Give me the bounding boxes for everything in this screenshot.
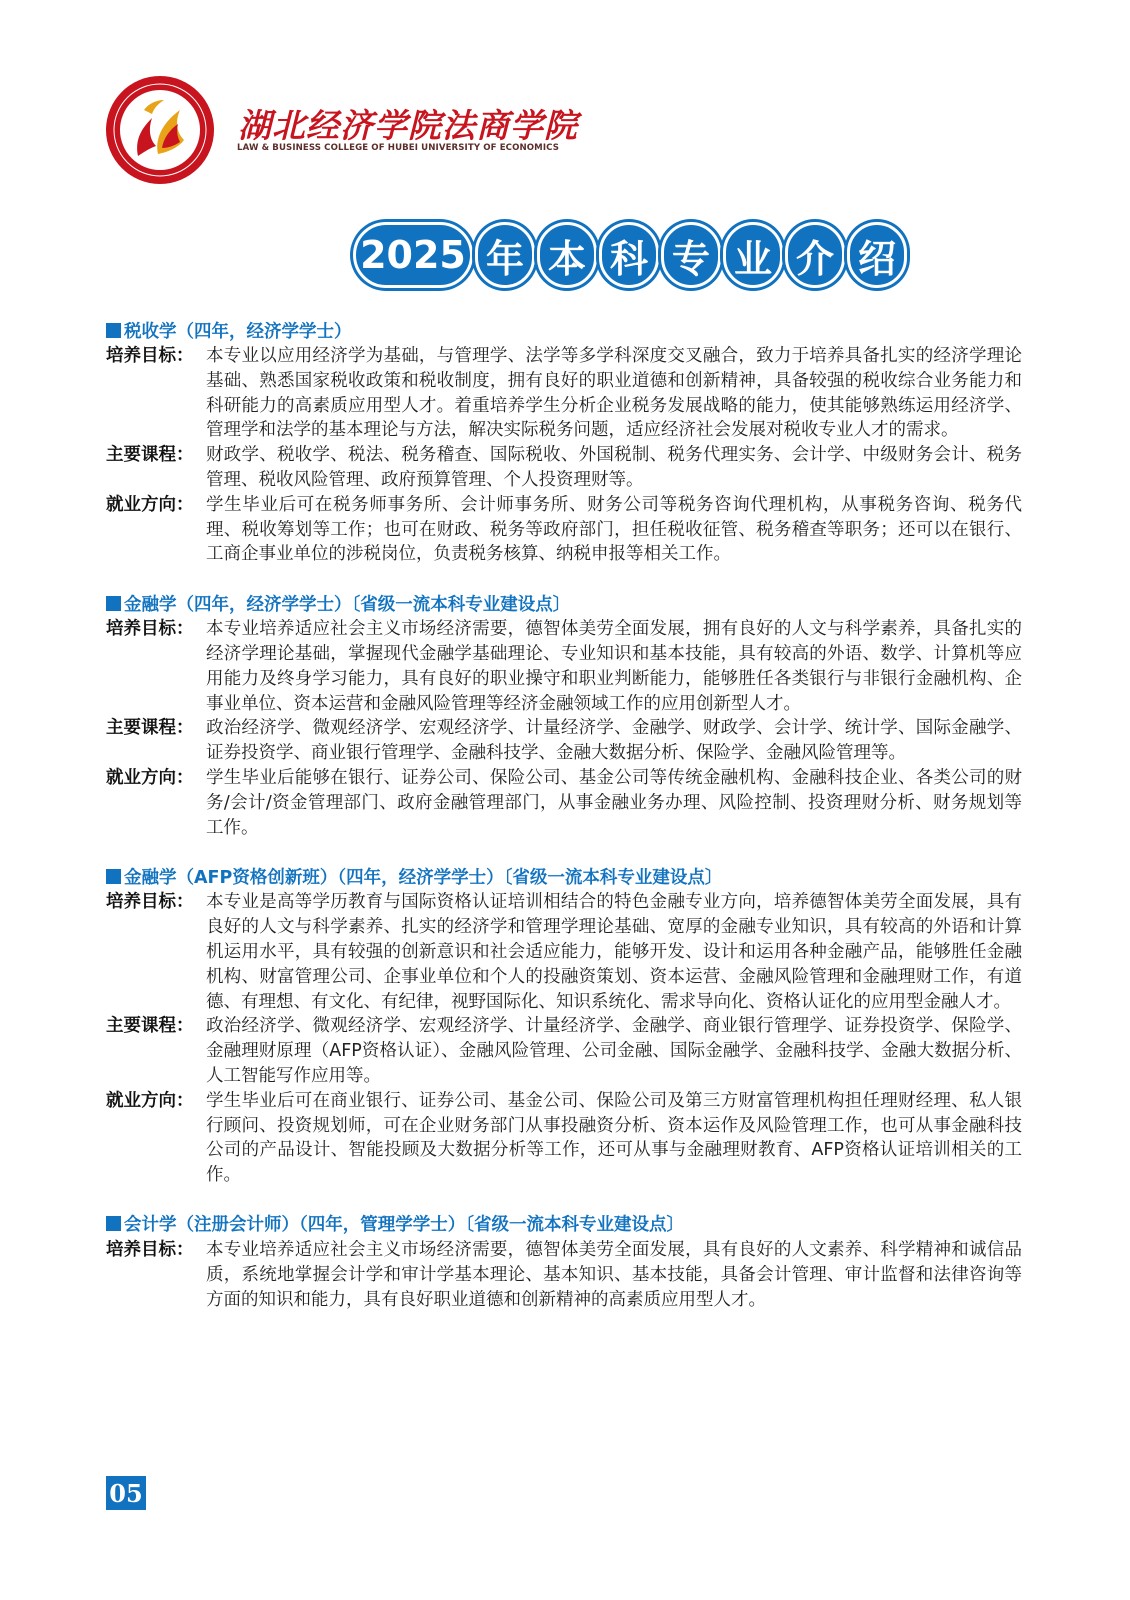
title-char: 业	[723, 222, 783, 288]
row-text: 学生毕业后可在商业银行、证券公司、基金公司、保险公司及第三方财富管理机构担任理财经理、私人银行顾问、投资规划师，可在企业财务部门从事投融资分析、资本运作及风险管理工作，也可从事金融科技公司的产品设计、智能投顾及大数据分析等工作，还可从事与金融理财教育、AFP资格认证培训相关的工作。	[206, 1090, 1022, 1186]
title-char: 介	[785, 222, 845, 288]
info-row	[106, 443, 1022, 493]
info-row	[106, 617, 1022, 716]
major-heading-text: 金融学（四年，经济学学士）〔省级一流本科专业建设点〕	[124, 594, 571, 615]
major-heading	[106, 589, 1022, 617]
college-seal-logo	[104, 74, 216, 186]
major-section-accounting	[106, 1210, 1022, 1312]
row-label: 主要课程：	[106, 718, 194, 739]
major-heading-text: 会计学（注册会计师）（四年，管理学学士）〔省级一流本科专业建设点〕	[124, 1215, 684, 1236]
info-row	[106, 1089, 1022, 1188]
square-bullet-icon	[106, 323, 121, 338]
row-label: 培养目标：	[106, 619, 194, 640]
title-year: 2025	[353, 222, 473, 288]
row-text: 财政学、税收学、税法、税务稽查、国际税收、外国税制、税务代理实务、会计学、中级财务会计、税务管理、税收风险管理、政府预算管理、个人投资理财等。	[206, 445, 1022, 490]
square-bullet-icon	[106, 596, 121, 611]
title-char: 绍	[847, 222, 907, 288]
row-text: 政治经济学、微观经济学、宏观经济学、计量经济学、金融学、财政学、会计学、统计学、国际金融学、证券投资学、商业银行管理学、金融科技学、金融大数据分析、保险学、金融风险管理等。	[206, 718, 1022, 764]
square-bullet-icon	[106, 869, 121, 884]
major-heading	[106, 316, 1022, 344]
major-heading	[106, 1210, 1022, 1238]
major-list	[106, 316, 1022, 1334]
row-text: 学生毕业后能够在银行、证券公司、保险公司、基金公司等传统金融机构、金融科技企业、各类公司的财务/会计/资金管理部门、政府金融管理部门，从事金融业务办理、风险控制、投资理财分析、财务规划等工作。	[206, 767, 1022, 838]
major-heading-text: 税收学（四年，经济学学士）	[124, 321, 352, 342]
row-label: 培养目标：	[106, 892, 194, 913]
row-text: 政治经济学、微观经济学、宏观经济学、计量经济学、金融学、商业银行管理学、证券投资学、保险学、金融理财原理（AFP资格认证）、金融风险管理、公司金融、国际金融学、金融科技学、金融大数据分析、人工智能写作应用等。	[206, 1016, 1022, 1086]
row-label: 主要课程：	[106, 1016, 194, 1037]
major-section-finance	[106, 589, 1022, 840]
major-section-finance-afp	[106, 862, 1022, 1188]
title-char: 年	[475, 222, 535, 288]
row-label: 就业方向：	[106, 1090, 194, 1111]
row-text: 学生毕业后可在税务师事务所、会计师事务所、财务公司等税务咨询代理机构，从事税务咨询、税务代理、税收筹划等工作；也可在财政、税务等政府部门，担任税收征管、税务稽查等职务；还可以在银行、工商企事业单位的涉税岗位，负责税务核算、纳税申报等相关工作。	[206, 494, 1022, 565]
row-label: 就业方向：	[106, 767, 194, 788]
row-text: 本专业培养适应社会主义市场经济需要，德智体美劳全面发展，拥有良好的人文与科学素养，具备扎实的经济学理论基础，掌握现代金融学基础理论、专业知识和基本技能，具有较高的外语、数学、计算机等应用能力及终身学习能力，具有良好的职业操守和职业判断能力，能够胜任各类银行与非银行金融机构、企事业单位、资本运营和金融风险管理等经济金融领域工作的应用创新型人才。	[206, 619, 1022, 714]
info-row	[106, 766, 1022, 840]
row-text: 本专业培养适应社会主义市场经济需要，德智体美劳全面发展，具有良好的人文素养、科学精神和诚信品质，系统地掌握会计学和审计学基本理论、基本知识、基本技能，具备会计管理、审计监督和法律咨询等方面的知识和能力，具有良好职业道德和创新精神的高素质应用型人才。	[206, 1239, 1022, 1310]
title-char: 本	[537, 222, 597, 288]
header	[104, 74, 578, 186]
row-label: 培养目标：	[106, 346, 194, 366]
row-label: 就业方向：	[106, 494, 194, 515]
school-name-cn: 湖北经济学院法商学院	[238, 106, 578, 145]
info-row	[106, 344, 1022, 443]
info-row	[106, 1238, 1022, 1312]
page-title	[353, 222, 907, 292]
page-number: 05	[106, 1476, 146, 1510]
row-label: 主要课程：	[106, 445, 194, 466]
square-bullet-icon	[106, 1216, 121, 1231]
info-row	[106, 1014, 1022, 1088]
row-label: 培养目标：	[106, 1239, 194, 1260]
row-text: 本专业以应用经济学为基础，与管理学、法学等多学科深度交叉融合，致力于培养具备扎实的经济学理论基础、熟悉国家税收政策和税收制度，拥有良好的职业道德和创新精神，具备较强的税收综合业务能力和科研能力的高素质应用型人才。着重培养学生分析企业税务发展战略的能力，使其能够熟练运用经济学、管理学和法学的基本理论与方法，解决实际税务问题，适应经济社会发展对税收专业人才的需求。	[206, 346, 1022, 441]
major-section-taxation	[106, 316, 1022, 567]
title-char: 科	[599, 222, 659, 288]
title-char: 专	[661, 222, 721, 288]
info-row	[106, 890, 1022, 1014]
info-row	[106, 493, 1022, 567]
row-text: 本专业是高等学历教育与国际资格认证培训相结合的特色金融专业方向，培养德智体美劳全面发展，具有良好的人文与科学素养、扎实的经济学和管理学理论基础、宽厚的金融专业知识，具有较高的外语和计算机运用水平，具有较强的创新意识和社会适应能力，能够开发、设计和运用各种金融产品，能够胜任金融机构、财富管理公司、企事业单位和个人的投融资策划、资本运营、金融风险管理和金融理财工作，有道德、有理想、有文化、有纪律，视野国际化、知识系统化、需求导向化、资格认证化的应用型金融人才。	[206, 892, 1022, 1012]
school-name-en: LAW & BUSINESS COLLEGE OF HUBEI UNIVERSITY OF ECONOMICS	[237, 143, 559, 153]
major-heading	[106, 862, 1022, 890]
major-heading-text: 金融学（AFP资格创新班）（四年，经济学学士）〔省级一流本科专业建设点〕	[124, 867, 723, 888]
info-row	[106, 716, 1022, 766]
